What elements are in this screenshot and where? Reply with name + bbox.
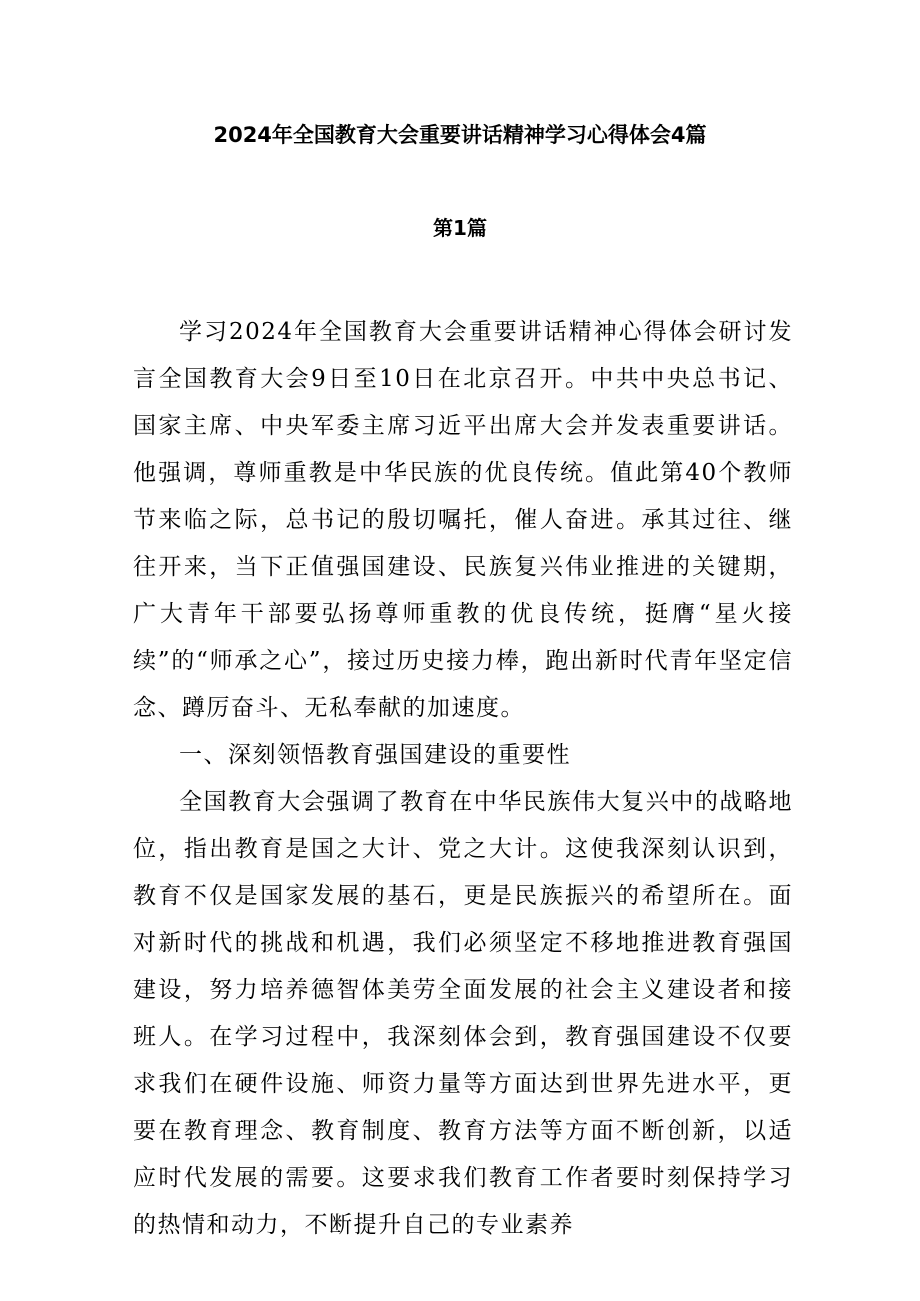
document-title: 2024年全国教育大会重要讲话精神学习心得体会4篇	[213, 123, 707, 147]
document-body	[133, 309, 793, 1249]
paragraph-section-one: 全国教育大会强调了教育在中华民族伟大复兴中的战略地位，指出教育是国之大计、党之大计。这使我深刻认识到，教育不仅是国家发展的基石，更是民族振兴的希望所在。面对新时代的挑战和机遇，我们必须坚定不移地推进教育强国建设，努力培养德智体美劳全面发展的社会主义建设者和接班人。在学习过程中，我深刻体会到，教育强国建设不仅要求我们在硬件设施、师资力量等方面达到世界先进水平，更要在教育理念、教育制度、教育方法等方面不断创新，以适应时代发展的需要。这要求我们教育工作者要时刻保持学习的热情和动力，不断提升自己的专业素养	[133, 789, 793, 1238]
part-title: 第1篇	[433, 216, 487, 240]
section-heading: 一、深刻领悟教育强国建设的重要性	[179, 742, 571, 768]
paragraph-intro: 学习2024年全国教育大会重要讲话精神心得体会研讨发言全国教育大会9日至10日在北京召开。中共中央总书记、国家主席、中央军委主席习近平出席大会并发表重要讲话。他强调，尊师重教是中华民族的优良传统。值此第40个教师节来临之际，总书记的殷切嘱托，催人奋进。承其过往、继往开来，当下正值强国建设、民族复兴伟业推进的关键期，广大青年干部要弘扬尊师重教的优良传统，挺膺“星火接续”的“师承之心”，接过历史接力棒，跑出新时代青年坚定信念、蹲厉奋斗、无私奉献的加速度。	[133, 319, 793, 721]
